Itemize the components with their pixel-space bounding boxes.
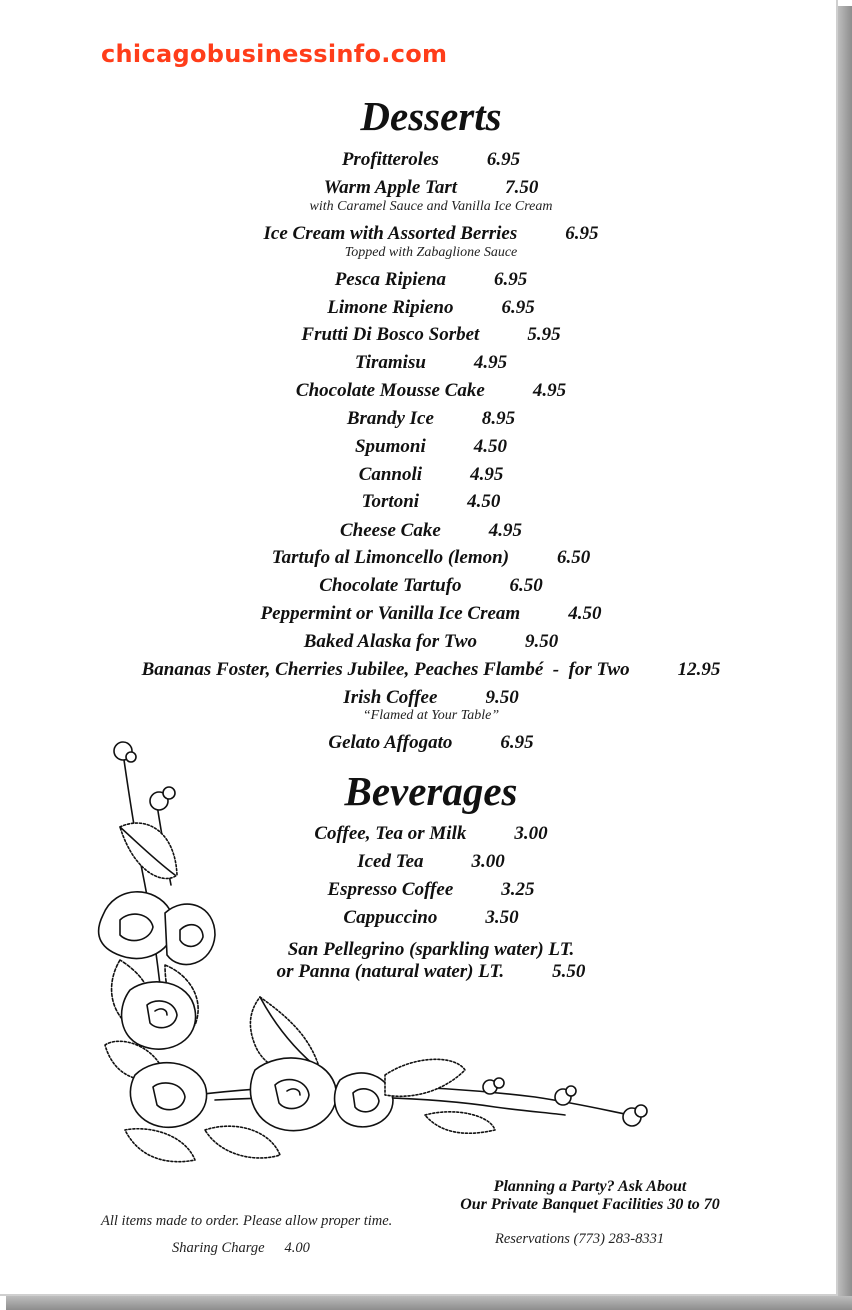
item-name: Frutti Di Bosco Sorbet [301,324,480,345]
item-name: Tartufo al Limoncello (lemon) [271,547,510,568]
floral-corner-illustration [95,735,655,1165]
item-price: 6.50 [557,547,591,568]
item-price: 5.95 [527,324,561,345]
item-price: 8.95 [481,408,516,429]
item-name: Cheese Cake [339,520,441,541]
item-name: Warm Apple Tart [323,177,458,198]
item-price: 4.95 [488,520,523,541]
menu-item [0,603,852,625]
menu-item [0,408,852,430]
menu-item [0,687,852,709]
menu-item [0,352,852,374]
item-note: “Flamed at Your Table” [362,708,500,723]
watermark: chicagobusinessinfo.com [101,40,448,68]
menu-item [0,631,852,653]
order-note: All items made to order. Please allow proper time. [101,1213,393,1229]
menu-item [0,659,852,681]
menu-item [0,575,852,597]
sharing-charge [172,1240,310,1257]
item-name: Peppermint or Vanilla Ice Cream [260,603,521,624]
item-price: 6.95 [501,297,535,318]
item-name: Baked Alaska for Two [303,631,478,652]
item-name: Cannoli [358,464,423,485]
item-name: Tortoni [361,491,420,512]
item-name: Iced Tea [357,851,424,872]
item-price: 4.50 [473,436,507,457]
menu-item [0,547,852,569]
item-name: Bananas Foster, Cherries Jubilee, Peaches Flambé - for Two [141,659,630,680]
item-price: 4.95 [473,352,508,373]
item-name: Ice Cream with Assorted Berries [263,223,518,244]
item-name: Brandy Ice [346,408,434,429]
menu-item [0,491,852,513]
item-price: 4.95 [532,380,567,401]
item-note: with Caramel Sauce and Vanilla Ice Cream [309,199,553,214]
menu-item [0,324,852,346]
page-shadow-right [838,6,852,1310]
item-price: 3.50 [485,907,519,928]
sharing-label: Sharing Charge [172,1240,265,1256]
menu-item [0,520,852,542]
menu-item [0,436,852,458]
item-name: Chocolate Tartufo [319,575,462,596]
item-name: Gelato Affogato [328,732,453,753]
menu-item [0,177,852,199]
item-price: 4.50 [568,603,602,624]
item-name: Irish Coffee [343,687,438,708]
menu-item [0,464,852,486]
item-name: Cappuccino [343,907,438,928]
item-name: Limone Ripieno [327,297,454,318]
item-price: 4.95 [470,464,504,485]
menu-item [0,269,852,291]
party-line-1: Planning a Party? Ask About [493,1178,687,1195]
item-price: 3.25 [501,879,535,900]
item-price: 9.50 [485,687,519,708]
menu-item [0,223,852,245]
item-price: 12.95 [677,659,721,680]
item-price: 3.00 [471,851,505,872]
item-note: Topped with Zabaglione Sauce [344,245,518,260]
item-name: Coffee, Tea or Milk [314,823,467,844]
sharing-price: 4.00 [284,1240,310,1256]
item-price: 4.50 [467,491,501,512]
item-name: or Panna (natural water) LT. [276,961,505,982]
item-name: Chocolate Mousse Cake [295,380,485,401]
item-name: Pesca Ripiena [334,269,447,290]
item-price: 6.95 [565,223,599,244]
item-price: 6.95 [494,269,528,290]
beverages-heading: Beverages [344,768,518,814]
item-name: Espresso Coffee [327,879,454,900]
item-price: 5.50 [552,961,586,982]
page-shadow-bottom [6,1296,852,1310]
menu-item [0,380,852,402]
item-name: Tiramisu [354,352,426,373]
item-price: 9.50 [525,631,559,652]
item-price: 6.50 [509,575,543,596]
item-price: 6.95 [500,732,534,753]
water-line-1: San Pellegrino (sparkling water) LT. [287,939,575,960]
item-price: 3.00 [514,823,548,844]
desserts-heading: Desserts [360,93,502,139]
menu-item [0,149,852,171]
party-line-2: Our Private Banquet Facilities 30 to 70 [460,1196,720,1213]
reservations: Reservations (773) 283-8331 [495,1231,665,1247]
menu-item [0,297,852,319]
item-name: Spumoni [354,436,426,457]
item-price: 7.50 [505,177,539,198]
item-name: Profitteroles [341,149,439,170]
item-price: 6.95 [486,149,521,170]
